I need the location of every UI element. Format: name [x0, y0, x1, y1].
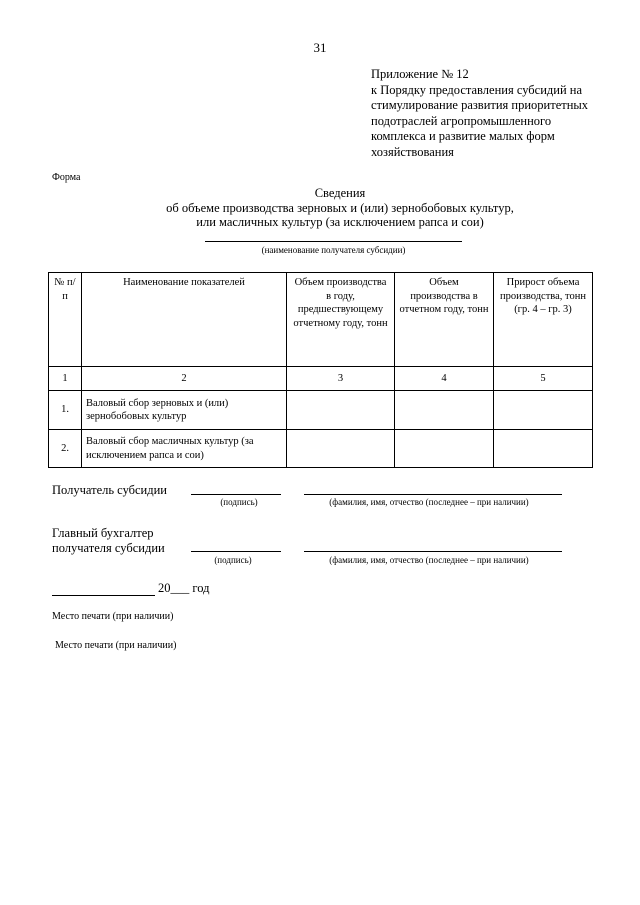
- accountant-name-line[interactable]: [304, 551, 562, 552]
- table-row: [49, 430, 593, 468]
- page-number: 31: [313, 40, 327, 55]
- title-line: Сведения: [314, 186, 366, 200]
- header-cell-num: № п/п: [49, 273, 82, 367]
- row-number: 1.: [49, 391, 82, 430]
- accountant-signature-label: [52, 526, 165, 556]
- row-number: 2.: [49, 430, 82, 468]
- header-cell-prev-year: Объем производства в году, предшествующему отчетному году, тонн: [287, 273, 395, 367]
- accountant-label-line: Главный бухгалтер: [52, 526, 154, 540]
- value-cell-growth[interactable]: [494, 430, 593, 468]
- document-title: [100, 186, 580, 230]
- recipient-signature-line[interactable]: [191, 494, 281, 495]
- stamp-note: Место печати (при наличии): [55, 640, 177, 651]
- row-indicator-name: Валовый сбор зерновых и (или) зернобобовых культур: [82, 391, 287, 430]
- accountant-label-line: получателя субсидии: [52, 541, 165, 555]
- appendix-line: Приложение № 12: [371, 67, 469, 81]
- form-label: Форма: [52, 172, 81, 183]
- title-line: об объеме производства зерновых и (или) зернобобовых культур,: [166, 200, 514, 215]
- appendix-line: подотраслей агропромышленного: [371, 113, 552, 128]
- recipient-signature-label: Получатель субсидии: [52, 483, 167, 497]
- appendix-line: стимулирование развития приоритетных: [371, 98, 589, 112]
- header-cell-growth: Прирост объема производства, тонн (гр. 4 – гр. 3): [494, 273, 593, 367]
- signature-caption: (подпись): [214, 555, 252, 565]
- column-number: 2: [82, 367, 287, 391]
- appendix-line: к Порядку предоставления субсидий на: [371, 82, 583, 97]
- column-number: 4: [395, 367, 494, 391]
- appendix-header: [371, 67, 621, 160]
- value-cell-current-year[interactable]: [395, 391, 494, 430]
- recipient-name-line: [205, 241, 462, 242]
- recipient-name-caption: (наименование получателя субсидии): [261, 245, 406, 255]
- title-line: или масличных культур (за исключением рапса и сои): [196, 215, 484, 229]
- value-cell-prev-year[interactable]: [287, 391, 395, 430]
- column-number: 5: [494, 367, 593, 391]
- recipient-name-line[interactable]: [304, 494, 562, 495]
- name-caption: (фамилия, имя, отчество (последнее – при наличии): [329, 497, 529, 507]
- value-cell-current-year[interactable]: [395, 430, 494, 468]
- data-table: [48, 272, 593, 468]
- stamp-note: Место печати (при наличии): [52, 611, 174, 622]
- date-line[interactable]: [52, 595, 155, 596]
- value-cell-prev-year[interactable]: [287, 430, 395, 468]
- column-number-row: [49, 367, 593, 391]
- column-number: 3: [287, 367, 395, 391]
- appendix-line: комплекса и развитие малых форм: [371, 129, 555, 143]
- column-number: 1: [49, 367, 82, 391]
- name-caption: (фамилия, имя, отчество (последнее – при наличии): [329, 555, 529, 565]
- signature-caption: (подпись): [220, 497, 258, 507]
- value-cell-growth[interactable]: [494, 391, 593, 430]
- table-row: [49, 391, 593, 430]
- appendix-line: хозяйствования: [371, 144, 454, 159]
- date-year-text: 20___ год: [158, 581, 210, 595]
- header-cell-name: Наименование показателей: [82, 273, 287, 367]
- table-header-row: [49, 273, 593, 367]
- row-indicator-name: Валовый сбор масличных культур (за исключением рапса и сои): [82, 430, 287, 468]
- header-cell-current-year: Объем производства в отчетном году, тонн: [395, 273, 494, 367]
- accountant-signature-line[interactable]: [191, 551, 281, 552]
